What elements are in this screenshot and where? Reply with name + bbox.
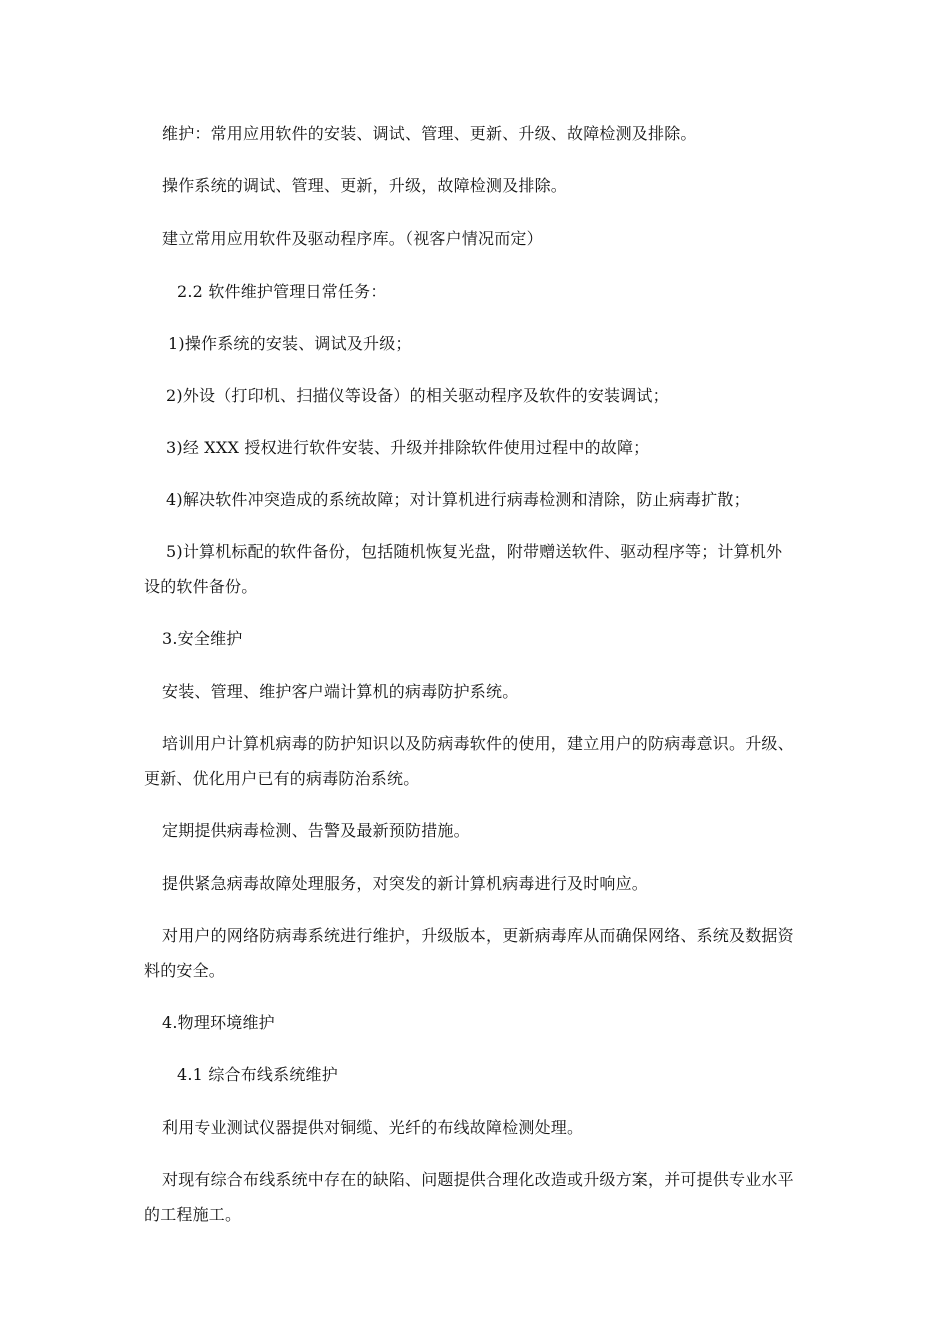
list-item-1: 1)操作系统的安装、调试及升级； xyxy=(168,334,412,353)
paragraph-emergency-service: 提供紧急病毒故障处理服务，对突发的新计算机病毒进行及时响应。 xyxy=(162,874,649,893)
list-item-5-line-2: 设的软件备份。 xyxy=(144,577,258,596)
section-heading-4: 4.物理环境维护 xyxy=(162,1013,275,1032)
paragraph-network-antivirus-line-2: 料的安全。 xyxy=(144,961,226,980)
paragraph-cabling-upgrade-line-1: 对现有综合布线系统中存在的缺陷、问题提供合理化改造或升级方案，并可提供专业水平 xyxy=(162,1170,794,1189)
paragraph-antivirus-system: 安装、管理、维护客户端计算机的病毒防护系统。 xyxy=(162,682,519,701)
paragraph-virus-detection: 定期提供病毒检测、告警及最新预防措施。 xyxy=(162,821,470,840)
list-item-3: 3)经 XXX 授权进行软件安装、升级并排除软件使用过程中的故障； xyxy=(166,438,650,457)
list-item-5-line-1: 5)计算机标配的软件备份，包括随机恢复光盘，附带赠送软件、驱动程序等；计算机外 xyxy=(166,542,783,561)
paragraph-cabling-upgrade-line-2: 的工程施工。 xyxy=(144,1205,242,1224)
paragraph-software-maintenance: 维护：常用应用软件的安装、调试、管理、更新、升级、故障检测及排除。 xyxy=(162,124,697,143)
paragraph-training-line-2: 更新、优化用户已有的病毒防治系统。 xyxy=(144,769,420,788)
paragraph-os-maintenance: 操作系统的调试、管理、更新，升级，故障检测及排除。 xyxy=(162,176,568,195)
paragraph-cabling-testing: 利用专业测试仪器提供对铜缆、光纤的布线故障检测处理。 xyxy=(162,1118,584,1137)
paragraph-training-line-1: 培训用户计算机病毒的防护知识以及防病毒软件的使用，建立用户的防病毒意识。升级、 xyxy=(162,734,794,753)
paragraph-network-antivirus-line-1: 对用户的网络防病毒系统进行维护，升级版本，更新病毒库从而确保网络、系统及数据资 xyxy=(162,926,794,945)
list-item-4: 4)解决软件冲突造成的系统故障；对计算机进行病毒检测和清除，防止病毒扩散； xyxy=(166,490,750,509)
list-item-2: 2)外设（打印机、扫描仪等设备）的相关驱动程序及软件的安装调试； xyxy=(166,386,669,405)
section-heading-4-1: 4.1 综合布线系统维护 xyxy=(177,1065,338,1084)
section-heading-3: 3.安全维护 xyxy=(162,629,243,648)
paragraph-build-library: 建立常用应用软件及驱动程序库。（视客户情况而定） xyxy=(162,229,543,248)
section-heading-2-2: 2.2 软件维护管理日常任务： xyxy=(177,282,387,301)
